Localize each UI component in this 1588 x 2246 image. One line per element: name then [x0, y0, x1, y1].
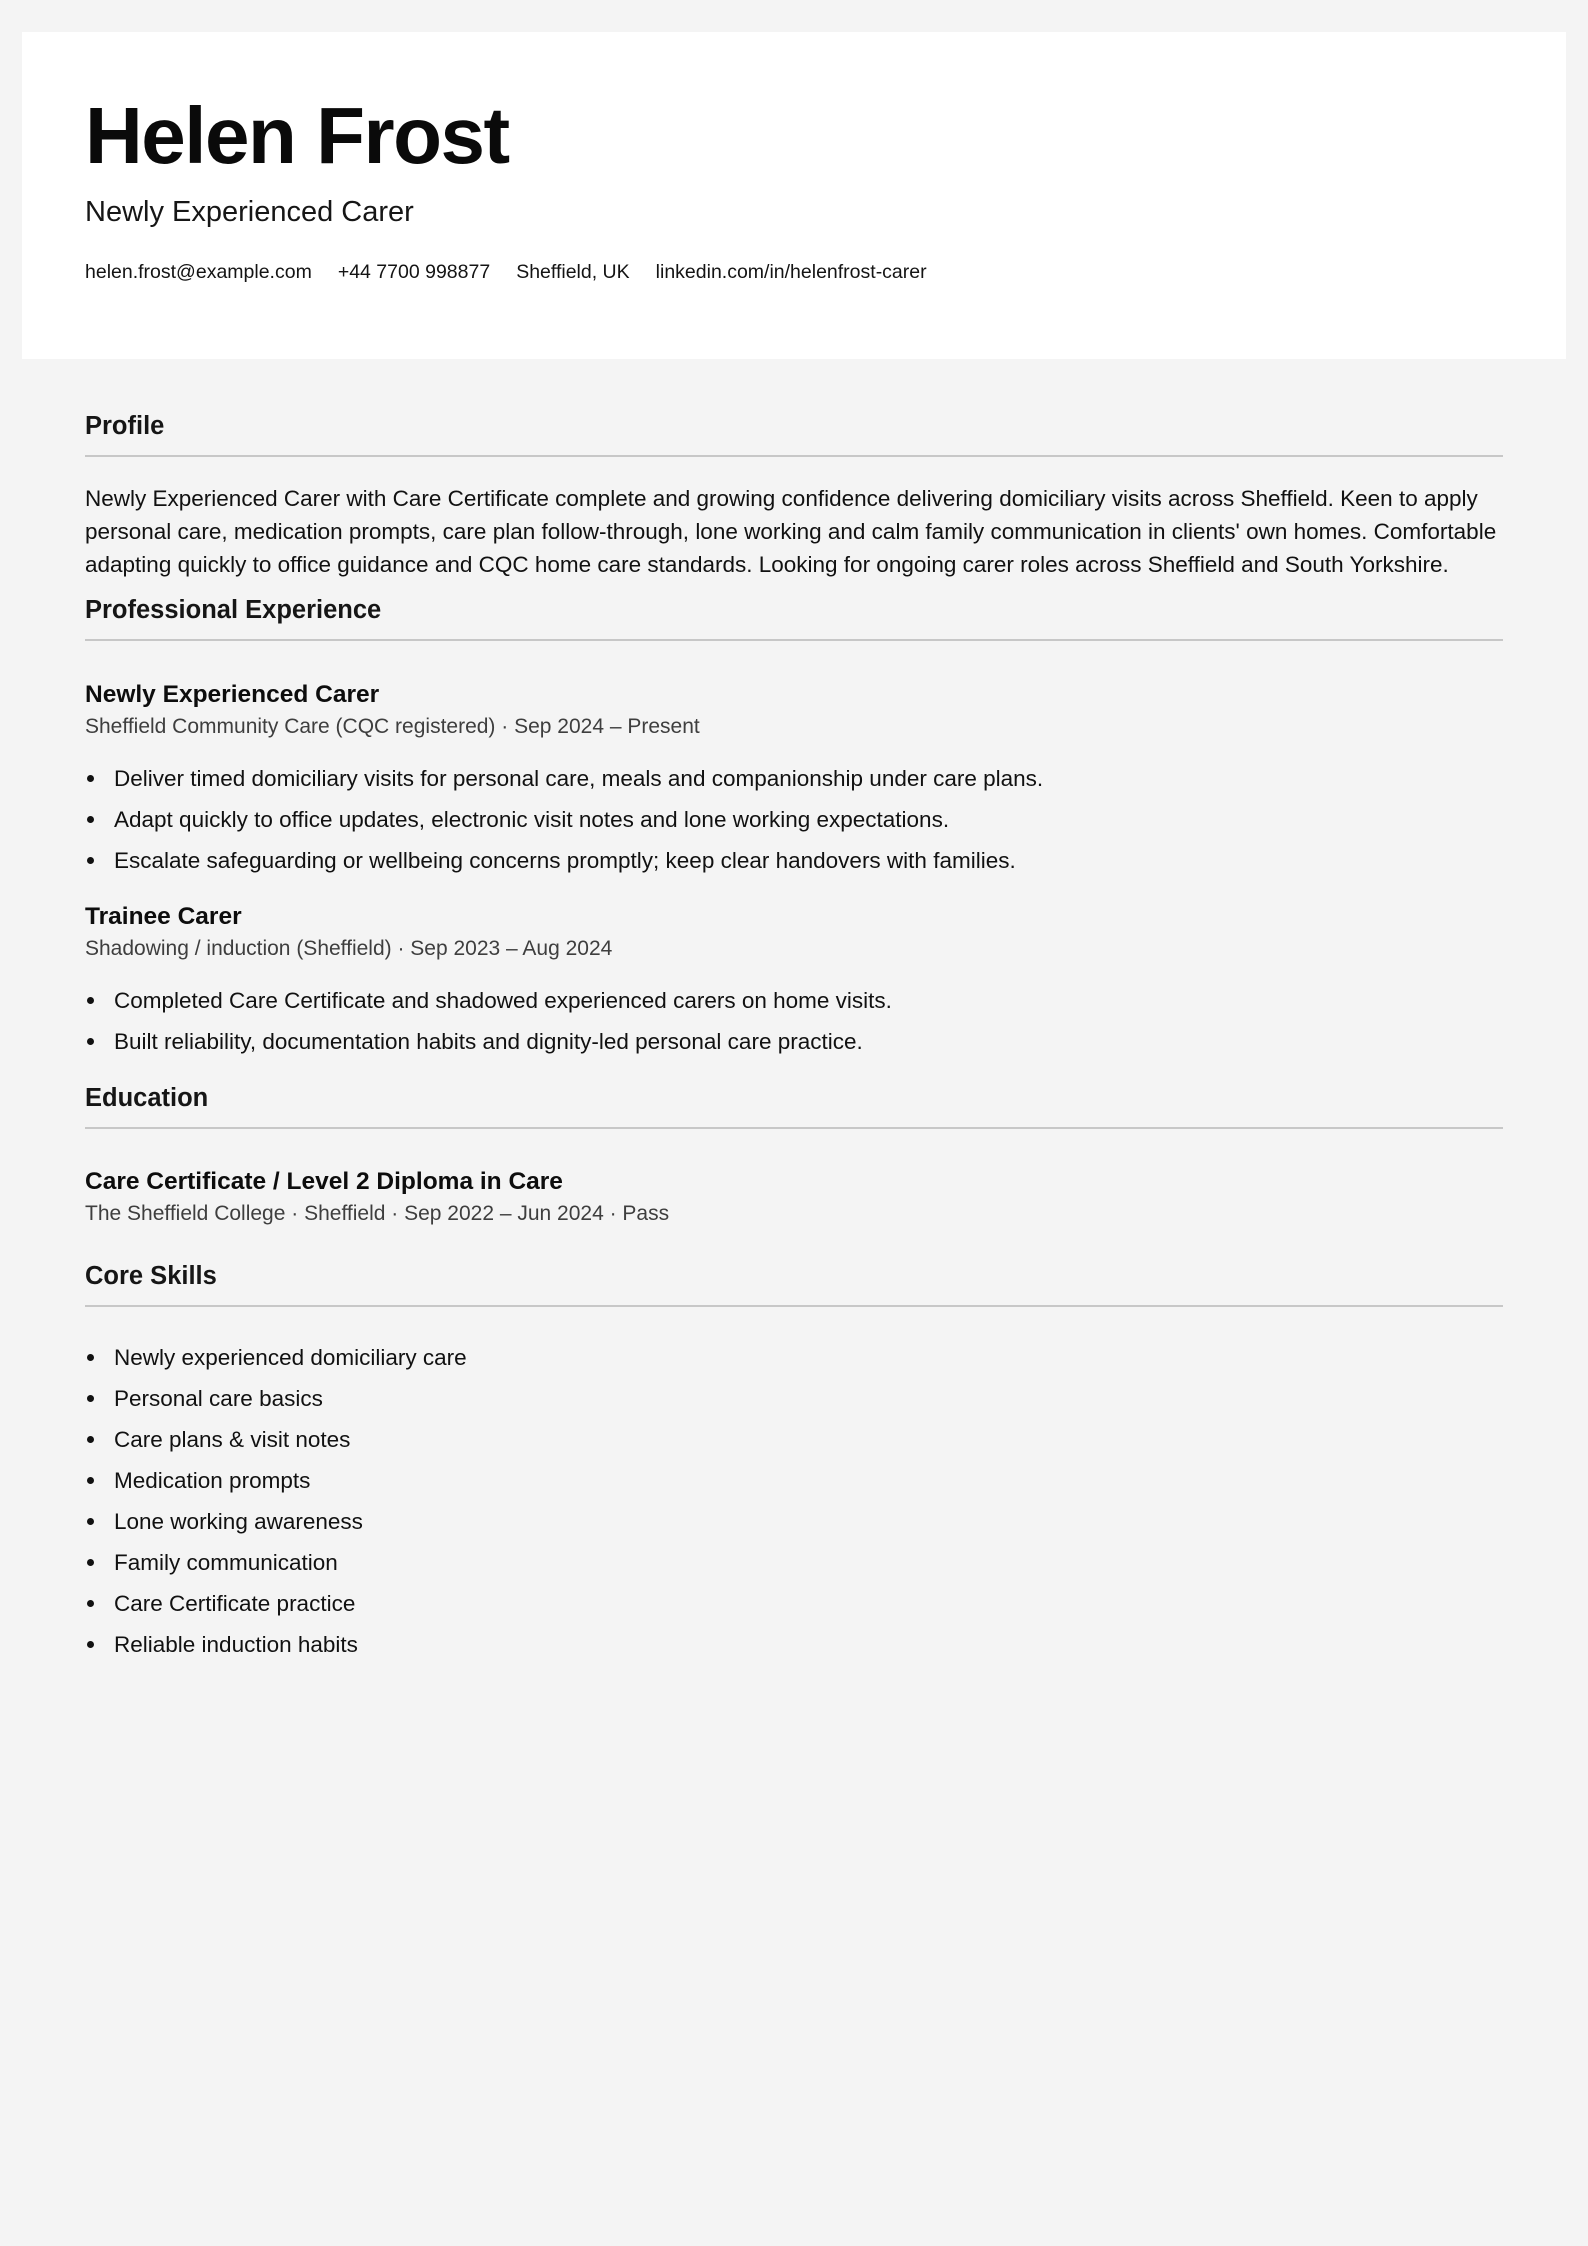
skill-text: Personal care basics	[114, 1386, 323, 1412]
skill-text: Newly experienced domiciliary care	[114, 1345, 467, 1371]
list-item	[85, 840, 1503, 881]
section-divider	[85, 455, 1503, 457]
bullet-icon	[87, 1395, 94, 1402]
profile-text: Newly Experienced Carer with Care Certificate complete and growing confidence delivering domiciliary visits across Sheffield. Keen to apply personal care, medication prompts, care plan follow-through, lone working and calm family communication in clients' own homes. Comfortable adapting quickly to office guidance and CQC home care standards. Looking for ongoing carer roles across Sheffield and South Yorkshire.	[85, 486, 1497, 578]
section-heading: Professional Experience	[85, 596, 382, 625]
job-bullets	[85, 980, 1503, 1062]
list-item	[85, 980, 1503, 1021]
section-divider	[85, 639, 1503, 641]
list-item-text: Deliver timed domiciliary visits for personal care, meals and companionship under care plans.	[114, 766, 1044, 792]
bullet-icon	[87, 857, 94, 864]
list-item	[85, 799, 1503, 840]
bullet-icon	[87, 1038, 94, 1045]
skills-list	[85, 1337, 1503, 1665]
skills-section	[85, 1260, 1503, 1665]
section-heading: Core Skills	[85, 1262, 217, 1291]
skill-item	[85, 1337, 1503, 1378]
section-divider	[85, 1305, 1503, 1307]
contact-location: Sheffield, UK	[516, 261, 630, 283]
job-meta: Shadowing / induction (Sheffield) · Sep 2023 – Aug 2024	[85, 936, 613, 960]
contact-row	[85, 261, 927, 284]
bullet-icon	[87, 1641, 94, 1648]
education-meta: The Sheffield College · Sheffield · Sep 2022 – Jun 2024 · Pass	[85, 1201, 670, 1225]
section-heading: Profile	[85, 412, 165, 440]
skill-item	[85, 1419, 1503, 1460]
resume-body	[85, 410, 1503, 1665]
candidate-name: Helen Frost	[85, 91, 509, 180]
skill-text: Reliable induction habits	[114, 1632, 358, 1658]
skill-text: Care Certificate practice	[114, 1591, 356, 1617]
section-heading: Education	[85, 1084, 209, 1113]
education-section	[85, 1082, 1503, 1227]
education-title: Care Certificate / Level 2 Diploma in Care	[85, 1168, 563, 1196]
resume-header	[22, 32, 1566, 359]
bullet-icon	[87, 1518, 94, 1525]
bullet-icon	[87, 1477, 94, 1484]
skill-item	[85, 1501, 1503, 1542]
bullet-icon	[87, 1354, 94, 1361]
list-item-text: Built reliability, documentation habits and dignity-led personal care practice.	[114, 1029, 863, 1055]
list-item	[85, 1021, 1503, 1062]
list-item-text: Adapt quickly to office updates, electronic visit notes and lone working expectations.	[114, 807, 950, 833]
bullet-icon	[87, 1436, 94, 1443]
bullet-icon	[87, 816, 94, 823]
job-entry	[85, 680, 1503, 881]
skill-text: Family communication	[114, 1550, 338, 1576]
bullet-icon	[87, 1559, 94, 1566]
bullet-icon	[87, 775, 94, 782]
skill-item	[85, 1542, 1503, 1583]
job-entry	[85, 902, 1503, 1062]
skill-text: Lone working awareness	[114, 1509, 363, 1535]
job-title: Newly Experienced Carer	[85, 681, 380, 709]
list-item-text: Completed Care Certificate and shadowed experienced carers on home visits.	[114, 988, 892, 1014]
contact-phone[interactable]: +44 7700 998877	[337, 261, 491, 283]
contact-linkedin[interactable]: linkedin.com/in/helenfrost-carer	[655, 261, 927, 283]
section-divider	[85, 1127, 1503, 1129]
bullet-icon	[87, 1600, 94, 1607]
job-bullets	[85, 758, 1503, 881]
skill-item	[85, 1460, 1503, 1501]
job-meta: Sheffield Community Care (CQC registered) · Sep 2024 – Present	[85, 714, 700, 738]
skill-text: Care plans & visit notes	[114, 1427, 351, 1453]
experience-section	[85, 594, 1503, 1062]
list-item	[85, 758, 1503, 799]
bullet-icon	[87, 997, 94, 1004]
job-title: Trainee Carer	[85, 903, 242, 931]
candidate-role: Newly Experienced Carer	[85, 196, 414, 228]
list-item-text: Escalate safeguarding or wellbeing concerns promptly; keep clear handovers with families.	[114, 848, 1016, 874]
education-entry	[85, 1167, 1503, 1227]
skill-item	[85, 1624, 1503, 1665]
skill-item	[85, 1583, 1503, 1624]
profile-section	[85, 410, 1503, 581]
contact-email[interactable]: helen.frost@example.com	[85, 261, 312, 283]
skill-item	[85, 1378, 1503, 1419]
skill-text: Medication prompts	[114, 1468, 311, 1494]
